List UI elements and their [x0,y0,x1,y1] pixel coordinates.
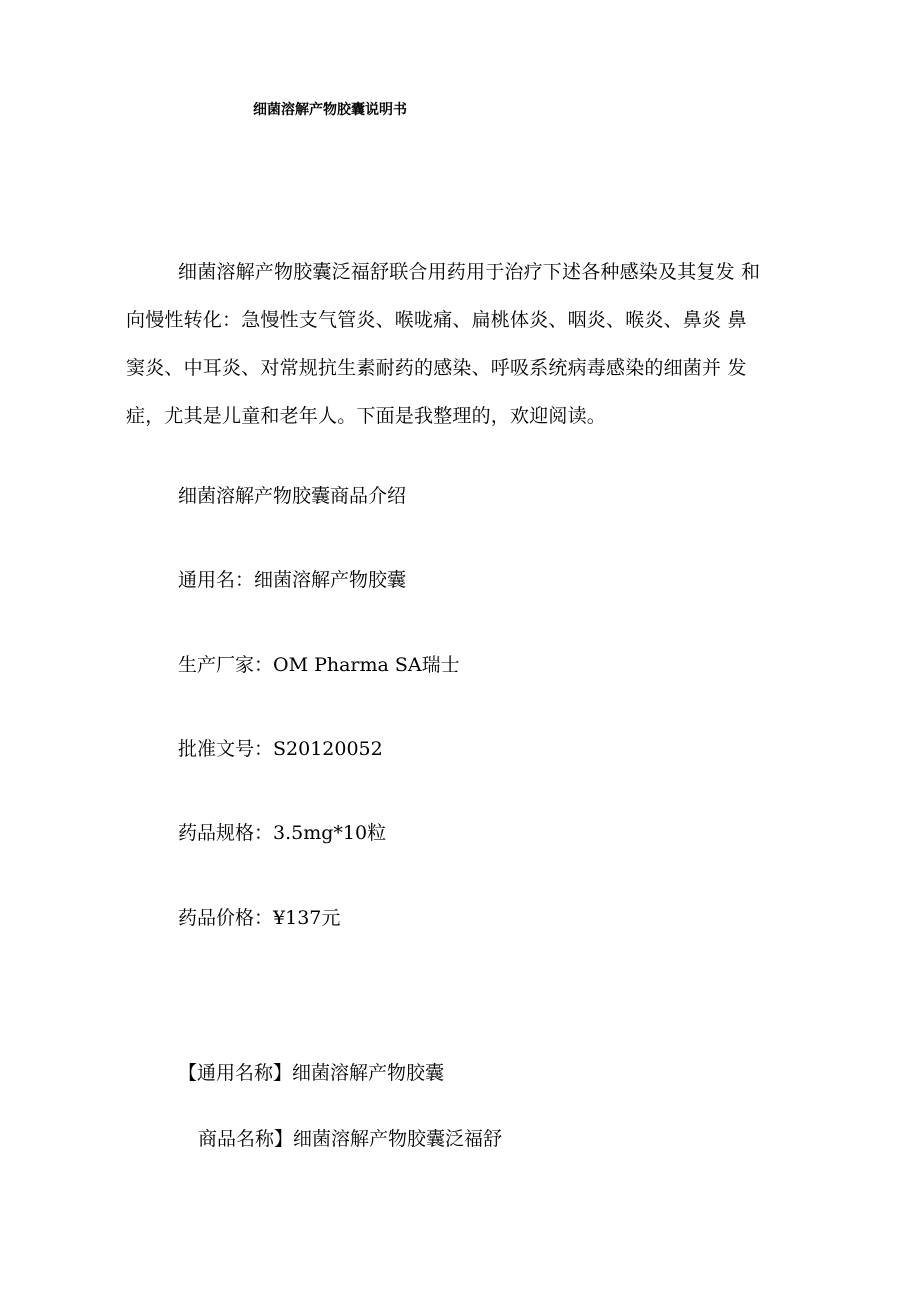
common-name-label: 【通用名称】 [178,1062,293,1084]
generic-name-label: 通用名： [178,569,255,591]
common-name-row [178,1058,444,1085]
spec-value: 3.5mg*10粒 [273,822,387,844]
spec-label: 药品规格： [178,822,274,844]
price-row [178,903,340,930]
intro-line: 向慢性转化：急慢性支气管炎、喉咙痛、扁桃体炎、咽炎、喉炎、鼻炎 鼻 [126,309,747,331]
price-label: 药品价格： [178,907,274,929]
approval-number-row [178,734,383,761]
document-title: 细菌溶解产物胶囊说明书 [253,102,407,118]
intro-paragraph [126,248,778,440]
manufacturer-label: 生产厂家： [178,654,274,676]
trade-name-value: 细菌溶解产物胶囊泛福舒 [293,1128,503,1150]
intro-line: 细菌溶解产物胶囊泛福舒联合用药用于治疗下述各种感染及其复发 和 [178,261,761,283]
generic-name-value: 细菌溶解产物胶囊 [254,569,407,591]
section-heading: 细菌溶解产物胶囊商品介绍 [178,485,407,507]
trade-name-label: 商品名称】 [198,1128,294,1150]
approval-number-label: 批准文号： [178,738,274,760]
intro-line: 症，尤其是儿童和老年人。下面是我整理的，欢迎阅读。 [126,405,607,427]
trade-name-row [198,1124,502,1151]
manufacturer-row [178,650,460,677]
approval-number-value: S20120052 [273,738,383,760]
intro-line: 窦炎、中耳炎、对常规抗生素耐药的感染、呼吸系统病毒感染的细菌并 发 [126,357,747,379]
spec-row [178,818,386,845]
manufacturer-value: OM Pharma SA瑞士 [273,654,460,676]
common-name-value: 细菌溶解产物胶囊 [292,1062,445,1084]
price-value: ¥137元 [273,907,341,929]
generic-name-row [178,565,406,592]
